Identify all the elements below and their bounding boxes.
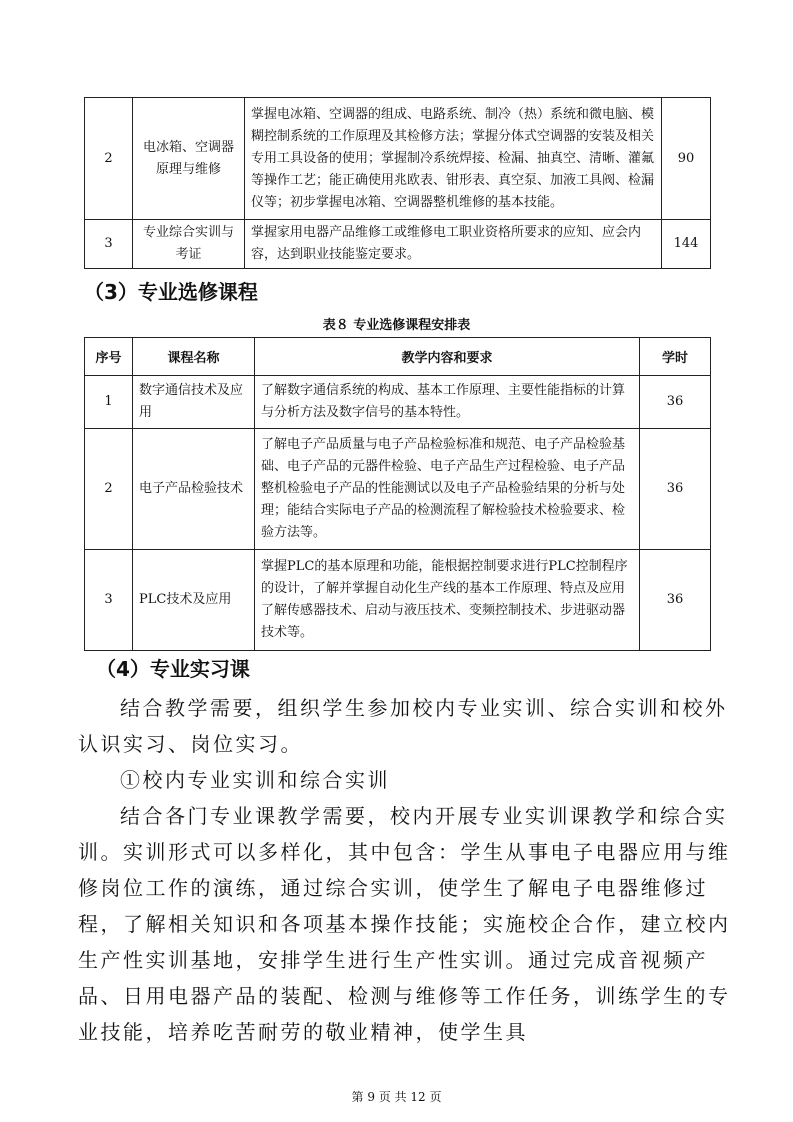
course-hours: 36	[640, 376, 711, 429]
course-hours: 144	[662, 220, 711, 269]
course-hours: 36	[640, 550, 711, 651]
body-paragraph: 结合各门专业课教学需要，校内开展专业实训课教学和综合实训。实训形式可以多样化，其中包含：学生从事电子电器应用与维修岗位工作的演练，通过综合实训，使学生了解电子电器维修过程，了解相关知识和各项基本操作技能；实施校企合作，建立校内生产性实训基地，安排学生进行生产性实训。通过完成音视频产品、日用电器产品的装配、检测与维修等工作任务，训练学生的专业技能，培养吃苦耐劳的敬业精神，使学生具	[78, 804, 731, 1044]
course-content: 了解电子产品质量与电子产品检验标准和规范、电子产品检验基础、电子产品的元器件检验、电子产品生产过程检验、电子产品整机检验电子产品的性能测试以及电子产品检验结果的分析与处理；能结合实际电子产品的检测流程了解检验技术检验要求、检验方法等。	[255, 429, 640, 550]
row-number: 3	[85, 220, 133, 269]
table-row	[85, 220, 711, 269]
row-number: 1	[85, 376, 133, 429]
row-number: 2	[85, 429, 133, 550]
row-number: 3	[85, 550, 133, 651]
course-content: 掌握电冰箱、空调器的组成、电路系统、制冷（热）系统和微电脑、模糊控制系统的工作原理及其检修方法；掌握分体式空调器的安装及相关专用工具设备的使用；掌握制冷系统焊接、检漏、抽真空、清晰、灌氟等操作工艺；能正确使用兆欧表、钳形表、真空泵、加液工具阀、检漏仪等；初步掌握电冰箱、空调器整机维修的基本技能。	[245, 98, 662, 220]
course-name: 专业综合实训与考证	[133, 220, 245, 269]
header-content: 教学内容和要求	[255, 338, 640, 376]
header-course-name: 课程名称	[133, 338, 255, 376]
elective-course-table	[84, 337, 711, 651]
course-name: 电子产品检验技术	[133, 429, 255, 550]
course-content: 了解数字通信系统的构成、基本工作原理、主要性能指标的计算与分析方法及数字信号的基本特性。	[255, 376, 640, 429]
course-hours: 36	[640, 429, 711, 550]
intro-paragraph: 结合教学需要，组织学生参加校内专业实训、综合实训和校外认识实习、岗位实习。	[78, 696, 728, 756]
course-name: 电冰箱、空调器原理与维修	[133, 98, 245, 220]
table-row	[85, 429, 711, 550]
page-footer: 第 9 页 共 12 页	[351, 1090, 442, 1104]
row-number: 2	[85, 98, 133, 220]
table-row	[85, 376, 711, 429]
table-row	[85, 98, 711, 220]
course-name: 数字通信技术及应用	[133, 376, 255, 429]
header-number: 序号	[85, 338, 133, 376]
course-table-continued	[84, 97, 711, 269]
course-content: 掌握PLC的基本原理和功能，能根据控制要求进行PLC控制程序的设计，了解并掌握自动化生产线的基本工作原理、特点及应用了解传感器技术、启动与液压技术、变频控制技术、步进驱动器技术等。	[255, 550, 640, 651]
course-content: 掌握家用电器产品维修工或维修电工职业资格所要求的应知、应会内容，达到职业技能鉴定要求。	[245, 220, 662, 269]
course-name: PLC技术及应用	[133, 550, 255, 651]
table-header-row	[85, 338, 711, 376]
section-heading: （4）专业实习课	[96, 657, 250, 681]
course-hours: 90	[662, 98, 711, 220]
header-hours: 学时	[640, 338, 711, 376]
table-caption: 表８ 专业选修课程安排表	[322, 318, 471, 333]
section-heading: （3）专业选修课程	[84, 280, 258, 304]
table-row	[85, 550, 711, 651]
subsection-heading: ①校内专业实训和综合实训	[120, 768, 390, 792]
